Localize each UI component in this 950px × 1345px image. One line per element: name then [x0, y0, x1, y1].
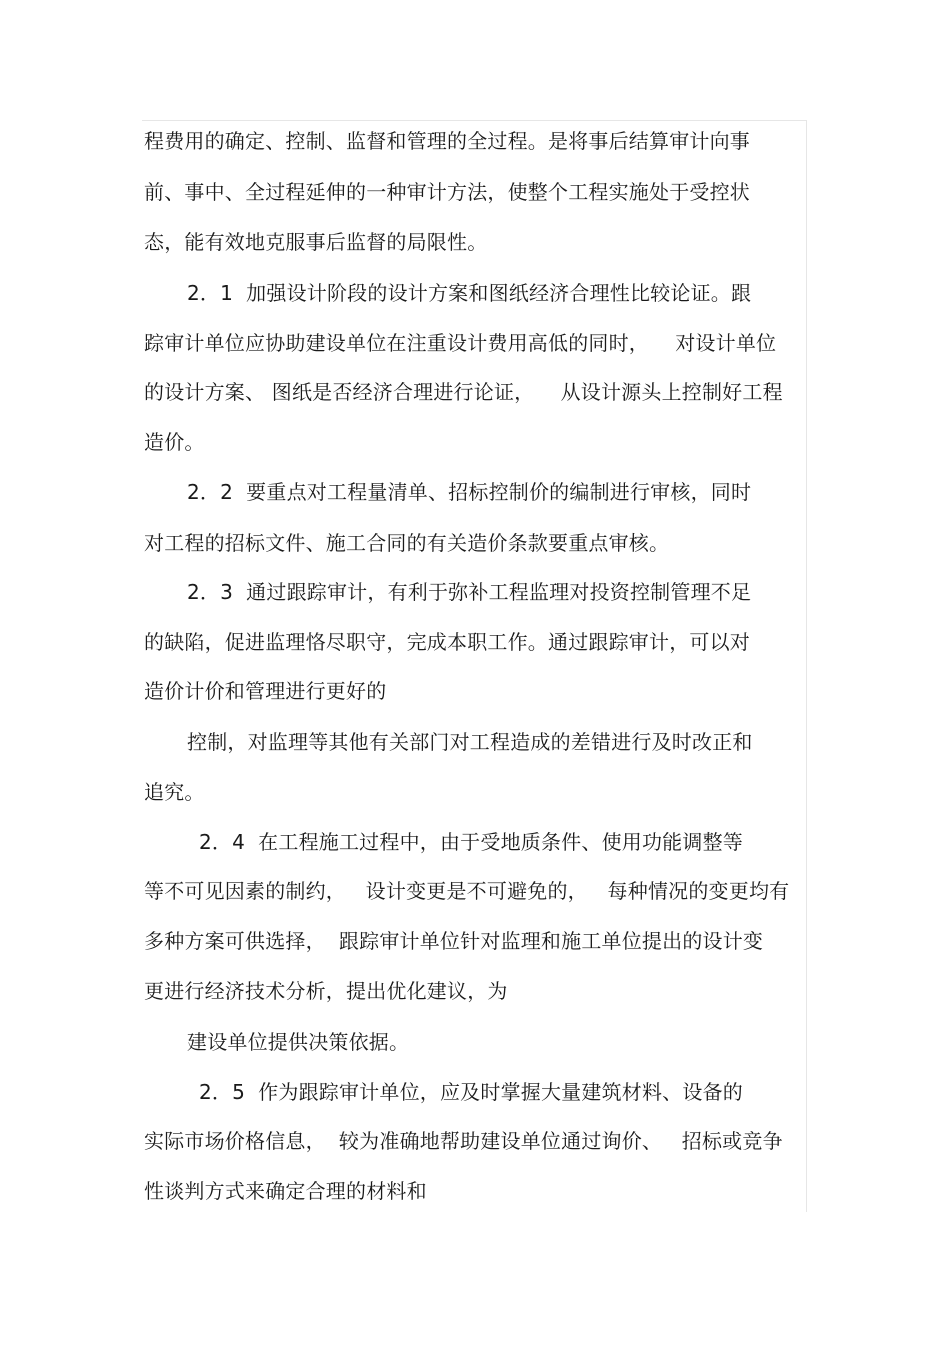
- text-line: 建设单位提供决策依据。: [187, 1030, 410, 1054]
- section-2-4-heading-line: 2．4 在工程施工过程中，由于受地质条件、使用功能调整等: [199, 830, 743, 854]
- text-line: 的设计方案、 图纸是否经济合理进行论证， 从设计源头上控制好工程: [144, 380, 783, 404]
- text-line: 多种方案可供选择， 跟踪审计单位针对监理和施工单位提出的设计变: [144, 929, 764, 953]
- text-line: 前、事中、全过程延伸的一种审计方法，使整个工程实施处于受控状: [144, 180, 750, 204]
- text-line: 程费用的确定、控制、监督和管理的全过程。是将事后结算审计向事: [144, 129, 750, 153]
- section-2-3-heading-line: 2．3 通过跟踪审计，有利于弥补工程监理对投资控制管理不足: [187, 580, 752, 604]
- text-line: 追究。: [144, 780, 205, 804]
- section-2-5-heading-line: 2．5 作为跟踪审计单位，应及时掌握大量建筑材料、设备的: [199, 1080, 743, 1104]
- text-line: 更进行经济技术分析，提出优化建议，为: [144, 979, 508, 1003]
- text-line: 等不可见因素的制约， 设计变更是不可避免的， 每种情况的变更均有: [144, 879, 790, 903]
- text-line: 控制，对监理等其他有关部门对工程造成的差错进行及时改正和: [187, 730, 753, 754]
- text-line: 态，能有效地克服事后监督的局限性。: [144, 230, 488, 254]
- text-line: 实际市场价格信息， 较为准确地帮助建设单位通过询价、 招标或竞争: [144, 1129, 783, 1153]
- text-line: 踪审计单位应协助建设单位在注重设计费用高低的同时， 对设计单位: [144, 331, 777, 355]
- section-2-2-heading-line: 2．2 要重点对工程量清单、招标控制价的编制进行审核，同时: [187, 480, 752, 504]
- section-2-1-heading-line: 2．1 加强设计阶段的设计方案和图纸经济合理性比较论证。跟: [187, 281, 752, 305]
- text-line: 对工程的招标文件、施工合同的有关造价条款要重点审核。: [144, 531, 670, 555]
- text-line: 造价。: [144, 430, 205, 454]
- text-line: 造价计价和管理进行更好的: [144, 679, 387, 703]
- text-line: 性谈判方式来确定合理的材料和: [144, 1179, 427, 1203]
- text-line: 的缺陷，促进监理恪尽职守，完成本职工作。通过跟踪审计，可以对: [144, 630, 750, 654]
